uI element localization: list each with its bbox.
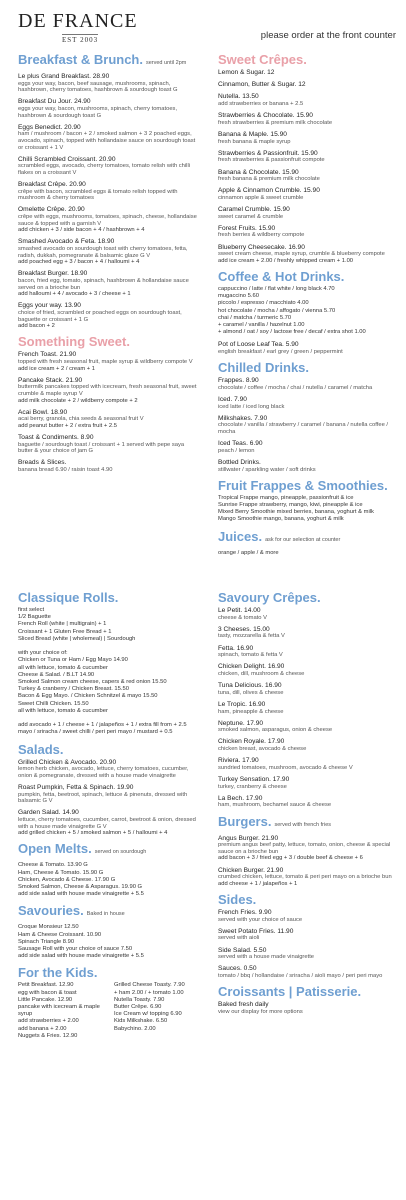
menu-item-description: crêpe with eggs, mushrooms, tomatoes, spinach, cheese, hollandaise sauce & topped with a garnish V: [18, 214, 197, 227]
menu-line: mayo / sriracha / sweet chilli / peri peri mayo / mustard + 0.5: [18, 729, 173, 736]
menu-item-description: fresh strawberries & passionfruit compote: [218, 157, 325, 164]
menu-item: [218, 682, 398, 696]
kids-line: Nutella Toasty. 7.90: [114, 996, 165, 1003]
section-title: For the Kids.: [18, 965, 98, 981]
menu-line: Mango Smoothie mango, banana, yoghurt & milk: [218, 516, 344, 523]
section-heading: [218, 814, 398, 833]
menu-line: Cheese & Salad. / B.LT 14.90: [18, 671, 95, 678]
kids-line: Nuggets & Fries. 12.90: [18, 1032, 78, 1039]
menu-item: [218, 187, 398, 201]
menu-item-addon: add ice cream + 2 / cream + 1: [18, 365, 96, 372]
brand-logo: DE FRANCE: [18, 10, 138, 32]
section-heading: [218, 52, 398, 67]
menu-item-name: La Bech. 17.90: [218, 794, 263, 802]
menu-item-description: ham, mushroom, bechamel sauce & cheese: [218, 802, 332, 809]
menu-item-name: Bottled Drinks.: [218, 458, 261, 466]
menu-lines: [218, 286, 398, 336]
menu-item-name: Cinnamon, Butter & Sugar. 12: [218, 81, 306, 89]
kids-line: + ham 2.00 / + tomato 1.00: [114, 989, 184, 996]
section-heading: [218, 478, 398, 493]
menu-item-name: Breads & Slices.: [18, 459, 67, 467]
page2-left-column: [18, 590, 204, 1040]
menu-item: [218, 112, 398, 126]
menu-item-name: Tuna Delicious. 16.90: [218, 682, 282, 690]
menu-item: [218, 131, 398, 145]
menu-item: [218, 867, 398, 888]
menu-line: all with lettuce, tomato & cucumber: [18, 664, 108, 671]
section-title: Savouries.: [18, 903, 84, 919]
section-subtitle: served until 2pm: [145, 60, 187, 66]
menu-item-description: smashed avocado on sourdough toast with cherry tomatoes, fetta, radish, dukkah, pomegranate & balsamic glaze G V: [18, 246, 188, 259]
menu-item-description: lemon herb chicken, avocado, lettuce, cherry tomatoes, cucumber, onion & pomegranate, dressed with a house made vinaigrette: [18, 766, 189, 779]
menu-item-description: english breakfast / earl grey / green / peppermint: [218, 349, 343, 356]
menu-line: Smoked Salmon cream cheese, capers & red onion 15.50: [18, 679, 167, 686]
menu-item-description: tuna, dill, olives & cheese: [218, 689, 284, 696]
menu-item-name: Grilled Chicken & Avocado. 20.90: [18, 758, 117, 766]
menu-line: + caramel / vanilla / hazelnut 1.00: [218, 322, 305, 329]
menu-item: [218, 776, 398, 790]
section-heading: [18, 742, 204, 757]
section-heading: [18, 841, 204, 860]
menu-line: all with lettuce, tomato & cucumber: [18, 707, 108, 714]
kids-menu-left: [18, 982, 106, 1040]
menu-item-name: Banana & Maple. 15.90: [218, 130, 287, 138]
section-heading: [218, 529, 398, 548]
menu-item-description: pumpkin, fetta, beetroot, spinach, lettuce & pinenuts, dressed with balsamic G V: [18, 791, 188, 805]
section-subtitle: ask for our selection at counter: [265, 536, 341, 543]
menu-item-description: fresh banana & maple syrup: [218, 138, 291, 145]
menu-item-name: Frappes. 8.90: [218, 377, 259, 385]
menu-item: [218, 396, 398, 410]
kids-line: Kids Milkshake. 6.50: [114, 1018, 168, 1025]
menu-item-name: Smashed Avocado & Feta. 18.90: [18, 238, 115, 246]
section-heading: [18, 965, 204, 980]
menu-item-name: Pot of Loose Leaf Tea. 5.90: [218, 341, 299, 349]
menu-item: [218, 440, 398, 454]
menu-item-name: Garden Salad. 14.90: [18, 809, 79, 817]
menu-item-description: served with your choice of sauce: [218, 916, 303, 923]
menu-item: [218, 645, 398, 659]
section-title: Open Melts.: [18, 841, 92, 857]
menu-item-name: Milkshakes. 7.90: [218, 414, 268, 422]
menu-item-addon: add halloumi + 4 / avocado + 3 / cheese + 1: [18, 291, 131, 298]
kids-line: add strawberries + 2.00: [18, 1018, 79, 1025]
menu-item-description: topped with fresh seasonal fruit, maple syrup & wildberry compote V: [18, 358, 193, 365]
menu-item-name: Neptune. 17.90: [218, 719, 264, 727]
menu-item-name: Roast Pumpkin, Fetta & Spinach. 19.90: [18, 784, 134, 792]
menu-line: Ham & Cheese Croissant. 10.90: [18, 931, 102, 938]
menu-item-name: Breakfast Burger. 18.90: [18, 270, 88, 278]
menu-item-description: buttermilk pancakes topped with icecream, fresh seasonal fruit, sweet crumble & maple syrup V: [18, 384, 197, 397]
menu-line: Croissant + 1 Gluten Free Bread + 1: [18, 628, 112, 635]
menu-item-name: Forest Fruits. 15.90: [218, 224, 276, 232]
menu-line: add avocado + 1 / cheese + 1 / jalapeños + 1 / extra fill from + 2.5: [18, 722, 187, 729]
menu-item-name: French Toast. 21.90: [18, 351, 77, 359]
menu-item-name: Le Petit. 14.00: [218, 607, 261, 614]
menu-item-description: ham / mushroom / bacon + 2 / smoked salmon + 3 2 poached eggs, avocado, spinach, topped with hollandaise sauce on sourdough toast or croissant + 1 V: [18, 131, 196, 151]
menu-item-name: 3 Cheeses. 15.00: [218, 625, 270, 633]
kids-line: add banana + 2.00: [18, 1025, 67, 1032]
kids-menu: [18, 982, 204, 1040]
menu-item-addon: add poached egg + 3 / bacon + 4 / halloumi + 4: [18, 259, 140, 266]
menu-item-description: tomato / bbq / hollandaise / sriracha / aioli mayo / peri peri mayo: [218, 972, 383, 979]
section-subtitle: Baked in house: [86, 911, 125, 918]
page2-right-column: [218, 590, 398, 1020]
menu-page-1: [0, 0, 406, 580]
menu-item-name: Breakfast Du Jour. 24.90: [18, 98, 91, 106]
menu-item-addon: add milk chocolate + 2 / wildberry compote + 2: [18, 397, 138, 404]
page1-left-column: [18, 52, 200, 478]
section-title: Fruit Frappes & Smoothies.: [218, 477, 388, 493]
menu-item-name: Toast & Condiments. 8.90: [18, 434, 94, 442]
menu-item: [18, 759, 204, 780]
menu-line: Ham, Cheese & Tomato. 15.90 G: [18, 869, 104, 876]
menu-item: [18, 784, 204, 805]
menu-item-description: lettuce, cherry tomatoes, cucumber, carrot, beetroot & onion, dressed with a house made vinaigrette G V: [18, 817, 196, 830]
menu-item-description: tasty, mozzarella & fetta V: [218, 633, 285, 640]
menu-item: [218, 225, 398, 239]
menu-line: Chicken, Avocado & Cheese. 17.90 G: [18, 876, 116, 883]
menu-item-name: Iced Teas. 6.90: [218, 440, 263, 448]
menu-item: [218, 909, 398, 923]
menu-item-description: premium angus beef patty, lettuce, tomato, onion, cheese & special sauce on a brioche bun: [218, 842, 391, 855]
menu-item: [18, 434, 200, 455]
menu-item: [218, 757, 398, 771]
menu-item-name: Lemon & Sugar. 12: [218, 69, 275, 76]
menu-item-name: Side Salad. 5.50: [218, 946, 267, 954]
menu-item-description: chicken, dill, mushroom & cheese: [218, 670, 305, 677]
menu-item-name: Iced. 7.90: [218, 395, 247, 403]
menu-item: [218, 81, 398, 89]
menu-item: [18, 73, 200, 94]
section-title: Chilled Drinks.: [218, 360, 310, 376]
menu-item: [18, 351, 200, 372]
menu-item: [218, 415, 398, 436]
section-heading: [18, 903, 204, 922]
menu-item-description: baguette / sourdough toast / croissant + 1 served with pepe saya butter & your choice of jam G: [18, 441, 185, 455]
menu-item: [18, 809, 204, 836]
menu-item-description: scrambled eggs, avocado, cherry tomatoes, tomato relish with chilli flakes on a croissant V: [18, 163, 191, 176]
menu-item-name: Chilli Scrambled Croissant. 20.90: [18, 155, 116, 163]
menu-item-name: Blueberry Cheesecake. 16.90: [218, 243, 305, 251]
menu-item-addon: add bacon + 2: [18, 323, 55, 330]
kids-menu-right: [114, 982, 202, 1040]
menu-item-description: chocolate / vanilla / strawberry / caramel / banana / nutella coffee / mocha: [218, 422, 389, 435]
menu-item-description: eggs your way, bacon, beef sausage, mushrooms, spinach, hashbrown, cherry tomatoes, hashbrown & sourdough toast G: [18, 80, 178, 94]
section-heading: [18, 590, 204, 605]
menu-item: [218, 795, 398, 809]
menu-item-description: fresh strawberries & premium milk chocolate: [218, 119, 333, 126]
section-title: Burgers.: [218, 813, 272, 829]
menu-item-description: chocolate / coffee / mocha / chai / nutella / caramel / matcha: [218, 384, 373, 391]
section-title: Classique Rolls.: [18, 590, 119, 605]
menu-item: [18, 156, 200, 177]
menu-line: hot chocolate / mocha / affogato / vienna 5.70: [218, 307, 336, 314]
menu-item-description: eggs your way, bacon, mushrooms, spinach, cherry tomatoes, hashbrown & sourdough toast G: [18, 105, 178, 119]
menu-item-description: fresh berries & wildberry compote: [218, 232, 305, 239]
menu-line: piccolo / espresso / macchiato 4.00: [218, 300, 309, 307]
menu-item: [218, 206, 398, 220]
menu-item-description: cheese & tomato V: [218, 614, 267, 621]
menu-item-description: choice of fried, scrambled or poached eggs on sourdough toast, baguette or croissant + 1 G: [18, 309, 182, 323]
menu-item-description: ham, pineapple & cheese: [218, 708, 284, 715]
menu-item-description: iced latte / iced long black: [218, 403, 285, 410]
menu-item: [18, 98, 200, 119]
menu-line: chai / matcha / turmeric 5.70: [218, 314, 292, 321]
menu-line: Sunrise Frappe strawberry, mango, kiwi, pineapple & ice: [218, 501, 363, 508]
menu-item-name: Breakfast Crêpe. 20.90: [18, 181, 86, 189]
menu-item: [18, 459, 200, 473]
menu-item-name: Chicken Royale. 17.90: [218, 738, 285, 746]
page1-right-column: [218, 52, 398, 562]
menu-item: [218, 341, 398, 355]
menu-item: [18, 302, 200, 329]
menu-item-addon: add cheese + 1 / jalapeños + 1: [218, 880, 298, 887]
section-title: Breakfast & Brunch.: [18, 52, 143, 67]
menu-line: add side salad with house made vinaigrette + 5.5: [18, 953, 144, 960]
menu-item-name: Nutella. 13.50: [218, 93, 259, 101]
section-title: Salads.: [18, 741, 64, 757]
menu-item: [18, 377, 200, 404]
menu-lines: [218, 495, 398, 524]
menu-line: Sliced Bread (white | wholemeal) | Sourdough: [18, 635, 136, 642]
menu-line: Spinach Triangle 8.90: [18, 938, 75, 945]
menu-item: [218, 701, 398, 715]
section-heading: [18, 52, 200, 71]
menu-line: Bacon & Egg Mayo. / Chicken Schnitzel & mayo 15.50: [18, 693, 158, 700]
menu-item-description: add strawberries or banana + 2.5: [218, 100, 304, 107]
menu-line: Sausage Roll with your choice of sauce 7.50: [18, 946, 133, 952]
menu-line: Croque Monsieur 12.50: [18, 924, 79, 931]
menu-item: [218, 1001, 398, 1015]
menu-line: add side salad with house made vinaigrette + 5.5: [18, 891, 144, 898]
menu-item-name: Eggs Benedict. 20.90: [18, 123, 81, 131]
menu-item: [18, 124, 200, 151]
brand-est: EST 2003: [62, 36, 99, 44]
kids-line: Ice Cream w/ topping 6.90: [114, 1011, 182, 1018]
menu-item-name: Turkey Sensation. 17.90: [218, 776, 290, 784]
menu-item: [218, 244, 398, 265]
menu-item-name: Strawberries & Passionfruit. 15.90: [218, 149, 318, 157]
menu-item-addon: add ice cream + 2.00 / freshly whipped cream + 1.00: [218, 257, 354, 264]
section-heading: [218, 269, 398, 284]
section-heading: [218, 360, 398, 375]
menu-item-addon: add grilled chicken + 5 / smoked salmon + 5 / halloumi + 4: [18, 830, 168, 837]
menu-item-name: Chicken Delight. 16.90: [218, 663, 285, 671]
kids-line: Petit Breakfast. 12.90: [18, 982, 74, 989]
section-title: Sides.: [218, 891, 257, 907]
menu-line: Sweet Chilli Chicken. 15.50: [18, 700, 89, 707]
menu-line: + almond / oat / soy / lactose free / decaf / extra shot 1.00: [218, 329, 366, 336]
menu-item: [218, 607, 398, 621]
menu-item-name: Baked fresh daily: [218, 1001, 269, 1009]
menu-item-name: Apple & Cinnamon Crumble. 15.90: [218, 187, 320, 195]
menu-lines: [18, 924, 204, 960]
header: [0, 8, 406, 48]
menu-line: with your choice of:: [18, 650, 68, 657]
menu-item: [218, 738, 398, 752]
menu-lines: [18, 607, 204, 737]
menu-line: [18, 643, 204, 650]
menu-item: [218, 459, 398, 473]
menu-item-description: cinnamon apple & sweet crumble: [218, 194, 304, 201]
menu-item: [18, 238, 200, 265]
menu-line: cappuccino / latte / flat white / long black 4.70: [218, 286, 335, 292]
menu-line: Turkey & cranberry / Chicken Breast. 15.50: [18, 686, 129, 693]
menu-item-description: smoked salmon, asparagus, onion & cheese: [218, 727, 333, 734]
section-heading: [18, 334, 200, 349]
menu-item-name: Acai Bowl. 18.90: [18, 408, 68, 416]
menu-item-name: French Fries. 9.90: [218, 908, 272, 916]
menu-item-addon: add bacon + 3 / fried egg + 3 / double beef & cheese + 6: [218, 855, 363, 862]
menu-item-description: bacon, fried egg, tomato, spinach, hashbrown & hollandaise sauce served on a brioche bun: [18, 278, 189, 291]
section-title: Juices.: [218, 528, 263, 544]
menu-item: [218, 377, 398, 391]
menu-item-description: served with aioli: [218, 935, 260, 942]
menu-item-name: Le plus Grand Breakfast. 28.90: [18, 73, 110, 80]
menu-item: [218, 928, 398, 942]
menu-item-name: Strawberries & Chocolate. 15.90: [218, 112, 313, 120]
menu-item-name: Riviera. 17.90: [218, 757, 259, 765]
section-heading: [218, 892, 398, 907]
menu-line: Smoked Salmon, Cheese & Asparagus. 19.90 G: [18, 883, 143, 890]
menu-item-description: view our display for more options: [218, 1008, 303, 1015]
menu-item-name: Caramel Crumble. 15.90: [218, 206, 290, 214]
kids-line: pancake with icecream & maple syrup: [18, 1004, 100, 1018]
section-heading: [218, 984, 398, 999]
menu-item-description: crumbed chicken, lettuce, tomato & peri peri mayo on a brioche bun: [218, 874, 392, 881]
menu-lines: [218, 550, 398, 557]
menu-item-name: Omelette Crêpe. 20.90: [18, 206, 85, 214]
menu-item-description: crêpe with bacon, scrambled eggs & tomato relish topped with mushroom & cherry tomatoes: [18, 188, 178, 202]
menu-item-description: chicken breast, avocado & cheese: [218, 746, 307, 753]
menu-item-description: sundried tomatoes, mushroom, avocado & cheese V: [218, 764, 353, 771]
menu-item-description: fresh banana & premium milk chocolate: [218, 176, 320, 183]
section-title: Savoury Crêpes.: [218, 590, 321, 605]
menu-item-name: Sauces. 0.50: [218, 965, 257, 973]
menu-line: Cheese & Tomato. 13.90 G: [18, 862, 88, 869]
menu-item-name: Sweet Potato Fries. 11.90: [218, 927, 294, 935]
menu-line: Mixed Berry Smoothie mixed berries, banana, yoghurt & milk: [218, 509, 374, 516]
menu-item: [218, 169, 398, 183]
menu-item: [218, 69, 398, 77]
section-subtitle: served on sourdough: [94, 849, 147, 856]
menu-item: [218, 626, 398, 640]
menu-item-description: turkey, cranberry & cheese: [218, 783, 287, 790]
menu-line: French Roll (white | multigrain) + 1: [18, 621, 107, 628]
menu-item: [18, 181, 200, 202]
menu-item: [218, 663, 398, 677]
menu-item: [18, 206, 200, 233]
order-note: please order at the front counter: [260, 30, 396, 41]
menu-page-2: [0, 580, 406, 1200]
menu-line: [18, 715, 204, 722]
menu-item-name: Le Tropic. 16.90: [218, 700, 266, 708]
menu-line: 1/2 Baguette: [18, 614, 51, 621]
kids-line: Grilled Cheese Toasty. 7.90: [114, 982, 185, 989]
menu-item-name: Chicken Burger. 21.90: [218, 866, 284, 874]
menu-item: [18, 409, 200, 430]
menu-line: Tropical Frappe mango, pineapple, passionfruit & ice: [218, 494, 354, 501]
menu-item-description: sweet caramel & crumble: [218, 213, 284, 220]
kids-line: egg with bacon & toast: [18, 989, 77, 996]
menu-item-name: Eggs your way. 13.90: [18, 302, 81, 310]
menu-item-description: sweet cream cheese, maple syrup, crumble & blueberry compote: [218, 251, 385, 258]
section-title: Sweet Crêpes.: [218, 52, 307, 67]
section-subtitle: served with french fries: [274, 821, 332, 828]
menu-item: [218, 965, 398, 979]
menu-item-description: served with a house made vinaigrette: [218, 954, 315, 961]
menu-item-description: stillwater / sparkling water / soft drinks: [218, 466, 316, 473]
menu-item-description: acai berry, granola, chia seeds & seasonal fruit V: [18, 416, 144, 423]
menu-item: [18, 270, 200, 297]
menu-item: [218, 93, 398, 107]
menu-item-name: Pancake Stack. 21.90: [18, 376, 83, 384]
menu-item-addon: add chicken + 3 / side bacon + 4 / hashbrown + 4: [18, 227, 145, 234]
kids-line: Babychino. 2.00: [114, 1025, 156, 1032]
menu-item-name: Banana & Chocolate. 15.90: [218, 168, 299, 176]
menu-item: [218, 835, 398, 862]
menu-lines: [18, 862, 204, 898]
menu-line: mugaccino 5.60: [218, 293, 259, 300]
menu-item: [218, 720, 398, 734]
kids-line: Butter Crêpe. 6.90: [114, 1004, 162, 1011]
menu-item-description: spinach, tomato & fetta V: [218, 652, 283, 659]
kids-line: Little Pancake. 12.90: [18, 996, 73, 1003]
menu-item-description: banana bread 6.90 / raisin toast 4.90: [18, 467, 113, 474]
menu-item-addon: add peanut butter + 2 / extra fruit + 2.5: [18, 422, 117, 429]
menu-item: [218, 947, 398, 961]
section-heading: [218, 590, 398, 605]
menu-line: orange / apple / & more: [218, 549, 279, 556]
menu-item: [218, 150, 398, 164]
menu-item-name: Angus Burger. 21.90: [218, 834, 279, 842]
section-title: Something Sweet.: [18, 334, 130, 350]
menu-item-name: Fetta. 16.90: [218, 644, 254, 652]
menu-line: first select: [18, 607, 45, 613]
section-title: Coffee & Hot Drinks.: [218, 269, 345, 284]
section-title: Croissants | Patisserie.: [218, 984, 362, 1000]
menu-line: Chicken or Tuna or Ham / Egg Mayo 14.90: [18, 657, 128, 664]
menu-item-description: peach / lemon: [218, 447, 255, 454]
